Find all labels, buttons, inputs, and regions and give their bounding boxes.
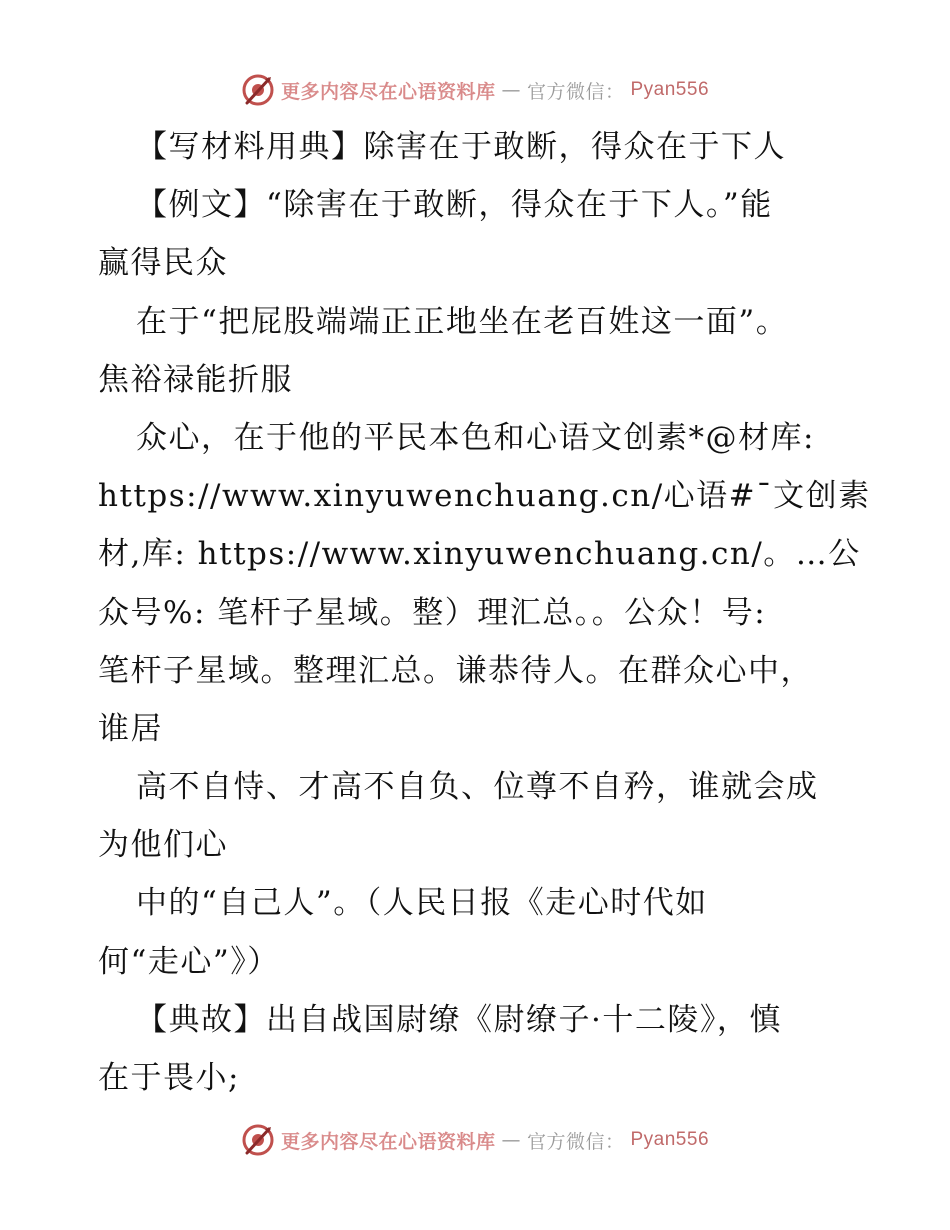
text-line: 众心，在于他的平民本色和心语文创素*@材库:	[136, 419, 815, 456]
document-body	[98, 118, 871, 1107]
text-line: 赢得民众	[98, 245, 228, 282]
text-line: 众号%: 笔杆子星域。整）理汇总。。公众！号:	[98, 594, 767, 631]
text-line: 高不自恃、才高不自负、位尊不自矜，谁就会成	[136, 769, 819, 806]
header-banner	[0, 70, 950, 110]
banner-main-text: 更多内容尽在心语资料库	[280, 1130, 496, 1153]
text-line: 谁居	[98, 710, 163, 747]
banner-contact-label: 官方微信：	[526, 1130, 625, 1153]
text-line: 【典故】出自战国尉缭《尉缭子·十二陵》，慎	[136, 1001, 782, 1038]
banner-contact-id: Pyan556	[630, 1129, 710, 1150]
text-line: 为他们心	[98, 827, 228, 864]
text-line: 焦裕禄能折服	[98, 361, 293, 398]
text-line: 【例文】“除害在于敢断，得众在于下人。”能	[136, 187, 773, 224]
text-line: 中的“自己人”。（人民日报《走心时代如	[136, 885, 708, 922]
text-line: https://www.xinyuwenchuang.cn/心语#¯文创素	[98, 478, 871, 515]
text-line: 笔杆子星域。整理汇总。谦恭待人。在群众心中，	[98, 652, 813, 689]
banner-contact-label: 官方微信：	[526, 80, 625, 103]
text-line: 材,库: https://www.xinyuwenchuang.cn/。…公	[98, 536, 861, 573]
text-line: 在于“把屁股端端正正地坐在老百姓这一面”。	[136, 303, 789, 340]
footer-banner	[0, 1120, 950, 1160]
text-line: 在于畏小;	[98, 1060, 240, 1096]
pen-logo-icon	[241, 1123, 275, 1157]
text-line: 何“走心”》）	[98, 943, 280, 980]
banner-separator: —	[501, 79, 521, 101]
pen-logo-icon	[241, 73, 275, 107]
banner-separator: —	[501, 1129, 521, 1151]
banner-main-text: 更多内容尽在心语资料库	[280, 80, 496, 103]
banner-contact-id: Pyan556	[630, 79, 710, 100]
heading-line: 【写材料用典】除害在于敢断，得众在于下人	[136, 129, 786, 165]
